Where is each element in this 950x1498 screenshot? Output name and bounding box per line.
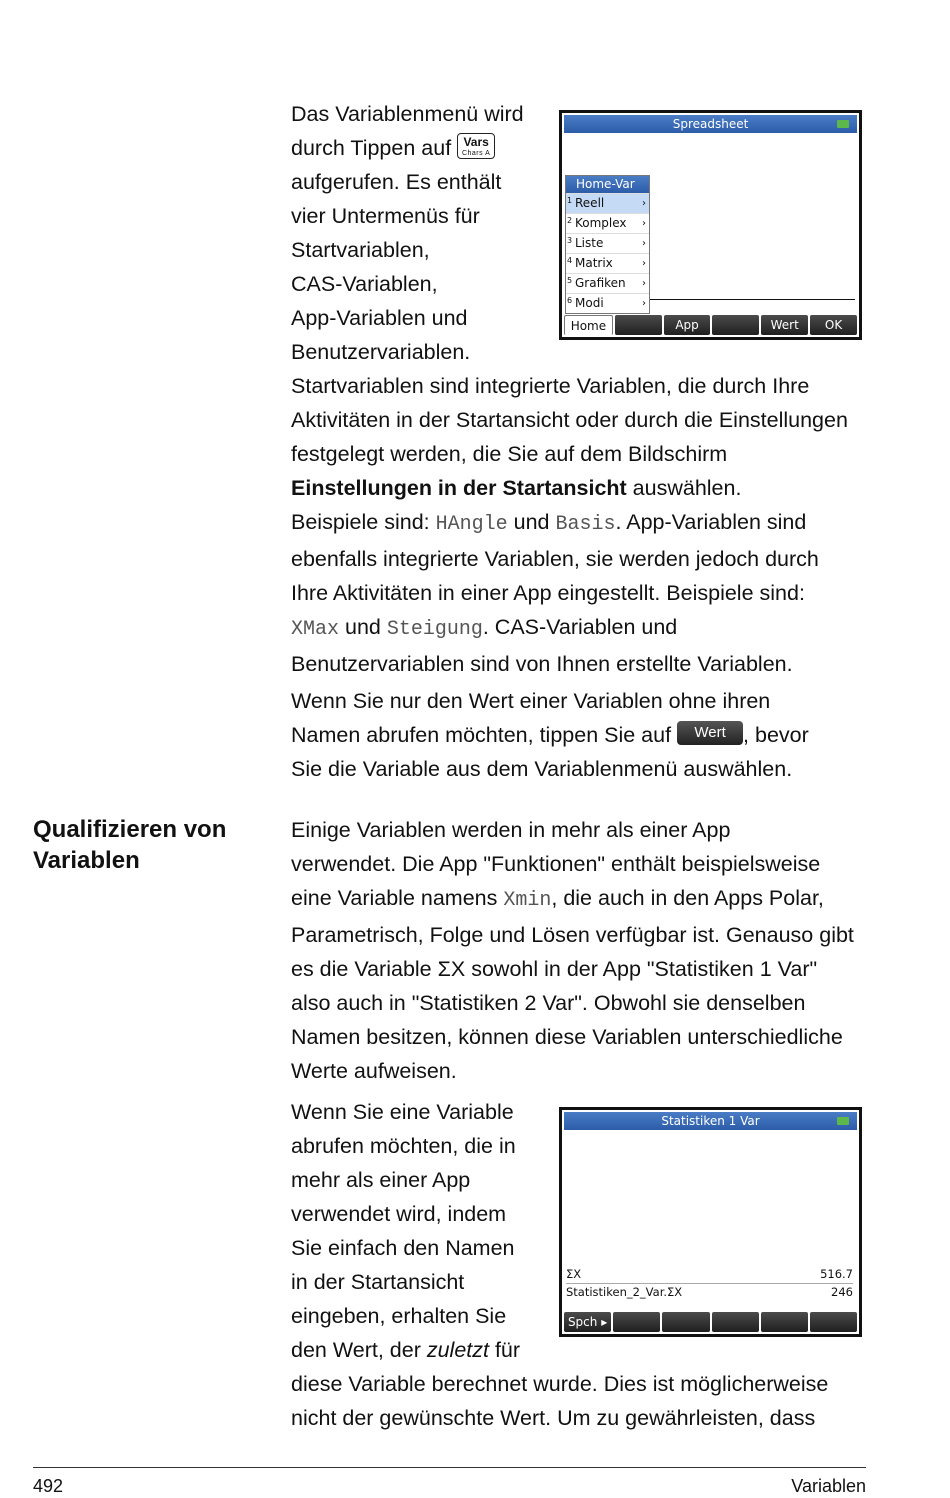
softkey-empty[interactable] xyxy=(712,315,759,335)
chevron-right-icon: › xyxy=(642,238,646,249)
startansicht-paragraph: Wenn Sie eine Variable abrufen möchten, die in mehr als einer App verwendet wird, indem Sie einfach den Namen in der Startansicht eingeben, erhalten Sie den Wert, der zuletzt für diese Variable berechnet wurde. Dies ist möglicherweise nicht der gewünschte Wert. Um zu gewährleisten, dass xyxy=(291,1100,829,1430)
softkey-app[interactable]: App xyxy=(664,315,711,335)
chevron-right-icon: › xyxy=(642,298,646,309)
section-heading: Qualifizieren von Variablen xyxy=(33,816,227,874)
softkey-ok[interactable]: OK xyxy=(810,315,857,335)
chevron-right-icon: › xyxy=(642,198,646,209)
wert-key-icon: Wert xyxy=(677,721,743,745)
divider xyxy=(650,299,855,300)
softkey-empty[interactable] xyxy=(662,1312,709,1332)
spreadsheet-screenshot xyxy=(559,110,862,340)
softkey-home[interactable]: Home xyxy=(564,315,613,335)
chevron-right-icon: › xyxy=(642,218,646,229)
battery-icon xyxy=(837,120,849,128)
chevron-right-icon: › xyxy=(642,258,646,269)
menu-item-matrix[interactable]: 4 Matrix › xyxy=(566,253,649,273)
softkey-bar xyxy=(564,1312,857,1332)
menu-item-grafiken[interactable]: 5 Grafiken › xyxy=(566,273,649,293)
history-row: Statistiken_2_Var.ΣX 246 xyxy=(566,1285,853,1299)
screen-title-bar: Statistiken 1 Var xyxy=(564,1112,857,1130)
history-row: ΣX 516.7 xyxy=(566,1267,853,1281)
softkey-empty[interactable] xyxy=(810,1312,857,1332)
chapter-name: Variablen xyxy=(791,1476,866,1496)
qualifizieren-paragraph: Einige Variablen werden in mehr als einer App verwendet. Die App "Funktionen" enthält beispielsweise eine Variable namens Xmin, die auch in den Apps Polar, Parametrisch, Folge und Lösen verfügbar ist. Genauso gibt es die Variable ΣX sowohl in der App "Statistiken 1 Var" also auch in "Statistiken 2 Var". Obwohl sie denselben Namen besitzen, können diese Variablen unterschiedliche Werte aufweisen. xyxy=(291,818,854,1083)
screen-title-bar: Spreadsheet xyxy=(564,115,857,133)
vars-key-icon: Vars Chars A xyxy=(457,133,495,159)
menu-item-komplex[interactable]: 2 Komplex › xyxy=(566,213,649,233)
softkey-spch[interactable]: Spch ▸ xyxy=(564,1312,611,1332)
softkey-empty[interactable] xyxy=(761,1312,808,1332)
wert-paragraph: Wenn Sie nur den Wert einer Variablen ohne ihren Namen abrufen möchten, tippen Sie auf Wert , bevor Sie die Variable aus dem Variablenmenü auswählen. xyxy=(291,689,809,781)
menu-item-liste[interactable]: 3 Liste › xyxy=(566,233,649,253)
menu-item-modi[interactable]: 6 Modi › xyxy=(566,293,649,313)
intro-paragraph: Das Variablenmenü wird durch Tippen auf Vars Chars A aufgerufen. Es enthält vier Untermenüs für Startvariablen, CAS-Variablen, App-Variablen und Benutzervariablen. xyxy=(291,102,524,364)
softkey-wert[interactable]: Wert xyxy=(761,315,808,335)
softkey-bar xyxy=(564,315,857,335)
statistiken-screenshot xyxy=(559,1107,862,1337)
page-number: 492 xyxy=(33,1476,64,1496)
startvariablen-paragraph: Startvariablen sind integrierte Variablen, die durch Ihre Aktivitäten in der Startansicht oder durch die Einstellungen festgelegt werden, die Sie auf dem Bildschirm Einstellungen in der Startansicht auswählen. Beispiele sind: HAngle und Basis. App-Variablen sind ebenfalls integrierte Variablen, sie werden jedoch durch Ihre Aktivitäten in einer App eingestellt. Beispiele sind: XMax und Steigung. CAS-Variablen und Benutzervariablen sind von Ihnen erstellte Variablen. xyxy=(291,374,848,676)
softkey-empty[interactable] xyxy=(615,315,662,335)
softkey-empty[interactable] xyxy=(712,1312,759,1332)
softkey-empty[interactable] xyxy=(613,1312,660,1332)
home-var-menu xyxy=(565,175,650,314)
menu-item-reell[interactable]: 1 Reell › xyxy=(566,193,649,213)
footer-rule xyxy=(33,1467,866,1468)
chevron-right-icon: › xyxy=(642,278,646,289)
menu-title: Home-Var xyxy=(566,176,649,193)
battery-icon xyxy=(837,1117,849,1125)
